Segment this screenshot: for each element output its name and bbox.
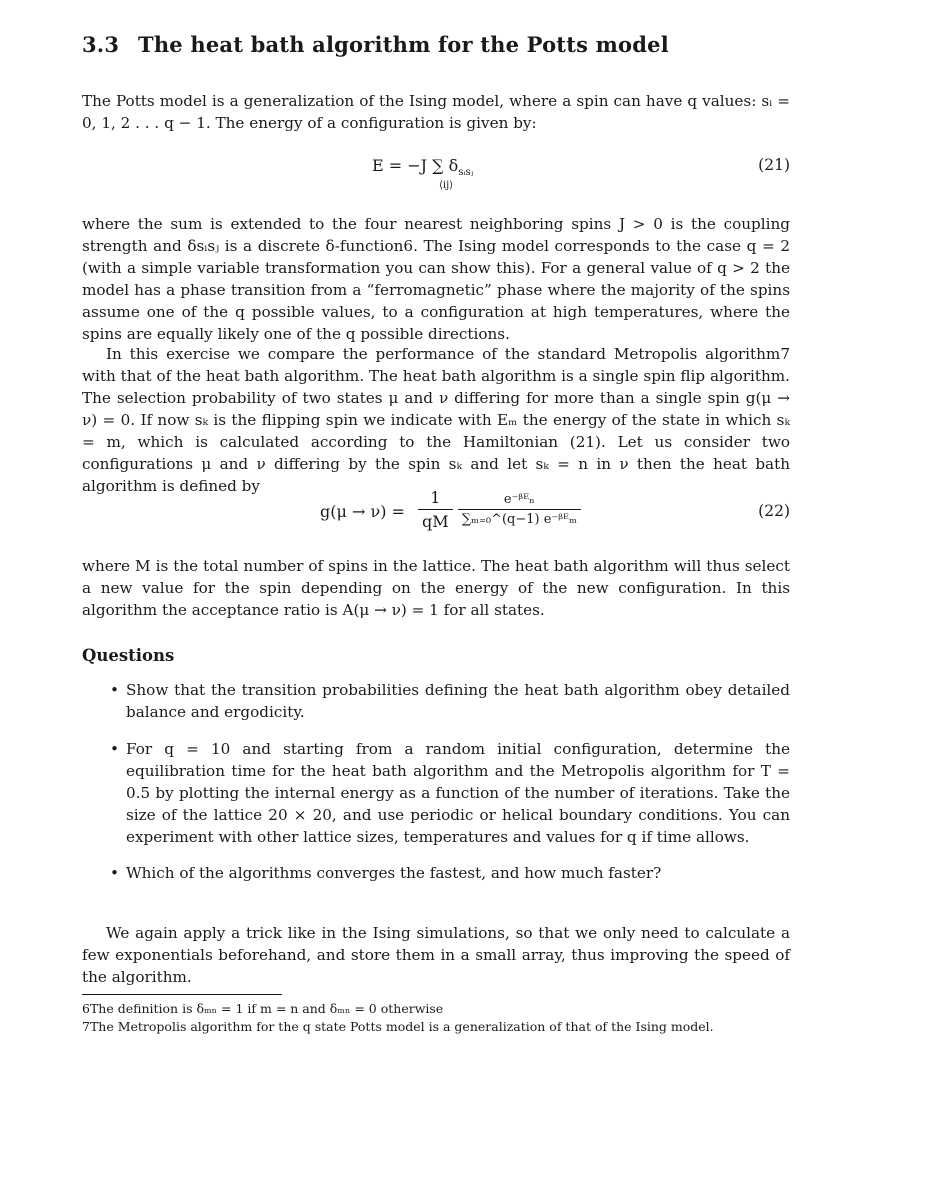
equation-22-lhs: g(μ → ν) = [320,502,405,521]
equation-22-frac1-top: 1 [418,488,453,510]
question-text: Show that the transition probabilities defining the heat bath algorithm obey detailed balance and ergodicity. [126,681,790,721]
equation-21-lhs: E = −J ∑ δ [372,156,459,175]
equation-22-fraction-1 [418,488,453,531]
equation-22 [82,484,790,540]
equation-21 [82,150,790,196]
paragraph-4: where M is the total number of spins in the lattice. The heat bath algorithm will thus select a new value for the spin depending on the energy of the new configuration. In this algorithm the acceptance ratio is A(μ → ν) = 1 for all states. [82,557,790,619]
equation-22-number: (22) [758,502,790,520]
question-item: • Show that the transition probabilities defining the heat bath algorithm obey detailed balance and ergodicity. [110,681,790,721]
equation-21-sum-index: ⟨ij⟩ [439,180,454,191]
equation-22-frac1-bottom: qM [422,512,449,531]
question-text: Which of the algorithms converges the fastest, and how much faster? [126,864,662,882]
section-number: 3.3 [82,32,120,57]
equation-22-fraction-2 [458,492,581,527]
equation-22-frac2-bottom: ∑ₘ₌₀^(q−1) e⁻ᵝᴱₘ [461,512,577,527]
section-title: The heat bath algorithm for the Potts model [138,32,669,57]
intro-paragraph: The Potts model is a generalization of the Ising model, where a spin can have q values: sᵢ = 0, 1, 2 . . . q − 1. The energy of a configuration is given by: [82,92,790,132]
questions-heading: Questions [82,646,175,665]
equation-21-subscript: sᵢsⱼ [458,167,474,179]
footnote-6: 6The definition is δₘₙ = 1 if m = n and δₘₙ = 0 otherwise [82,1001,444,1016]
section-heading [82,32,669,57]
footnote-7: 7The Metropolis algorithm for the q state Potts model is a generalization of that of the Ising model. [82,1019,714,1034]
question-item: • Which of the algorithms converges the fastest, and how much faster? [110,862,790,884]
paragraph-3: In this exercise we compare the performance of the standard Metropolis algorithm7 with that of the heat bath algorithm. The heat bath algorithm is a single spin flip algorithm. The selection probability of two states μ and ν differing for more than a single spin g(μ → ν) = 0. If now sₖ is the flipping spin we indicate with Eₘ the energy of the state in which sₖ = m, which is calculated according to the Hamiltonian (21). Let us consider two configurations μ and ν differing by the spin sₖ and let sₖ = n in ν then the heat bath algorithm is defined by [82,345,790,495]
paragraph-2: where the sum is extended to the four nearest neighboring spins J > 0 is the coupling strength and δsᵢsⱼ is a discrete δ-function6. The Ising model corresponds to the case q = 2 (with a simple variable transformation you can show this). For a general value of q > 2 the model has a phase transition from a “ferromagnetic” phase where the majority of the spins assume one of the q possible values, to a configuration at high temperatures, where the spins are equally likely one of the q possible directions. [82,215,790,343]
footnote-rule [82,994,282,995]
question-text: For q = 10 and starting from a random initial configuration, determine the equilibration time for the heat bath algorithm and the Metropolis algorithm for T = 0.5 by plotting the internal energy as a function of the number of iterations. Take the size of the lattice 20 × 20, and use periodic or helical boundary conditions. You can experiment with other lattice sizes, temperatures and values for q if time allows. [126,740,790,846]
question-item: • For q = 10 and starting from a random initial configuration, determine the equilibration time for the heat bath algorithm and the Metropolis algorithm for T = 0.5 by plotting the internal energy as a function of the number of iterations. Take the size of the lattice 20 × 20, and use periodic or helical boundary conditions. You can experiment with other lattice sizes, temperatures and values for q if time allows. [110,740,790,846]
equation-22-frac2-top: e⁻ᵝᴱₙ [458,492,581,510]
paragraph-5: We again apply a trick like in the Ising simulations, so that we only need to calculate a few exponentials beforehand, and store them in a small array, thus improving the speed of the algorithm. [82,924,790,986]
equation-21-number: (21) [758,156,790,174]
